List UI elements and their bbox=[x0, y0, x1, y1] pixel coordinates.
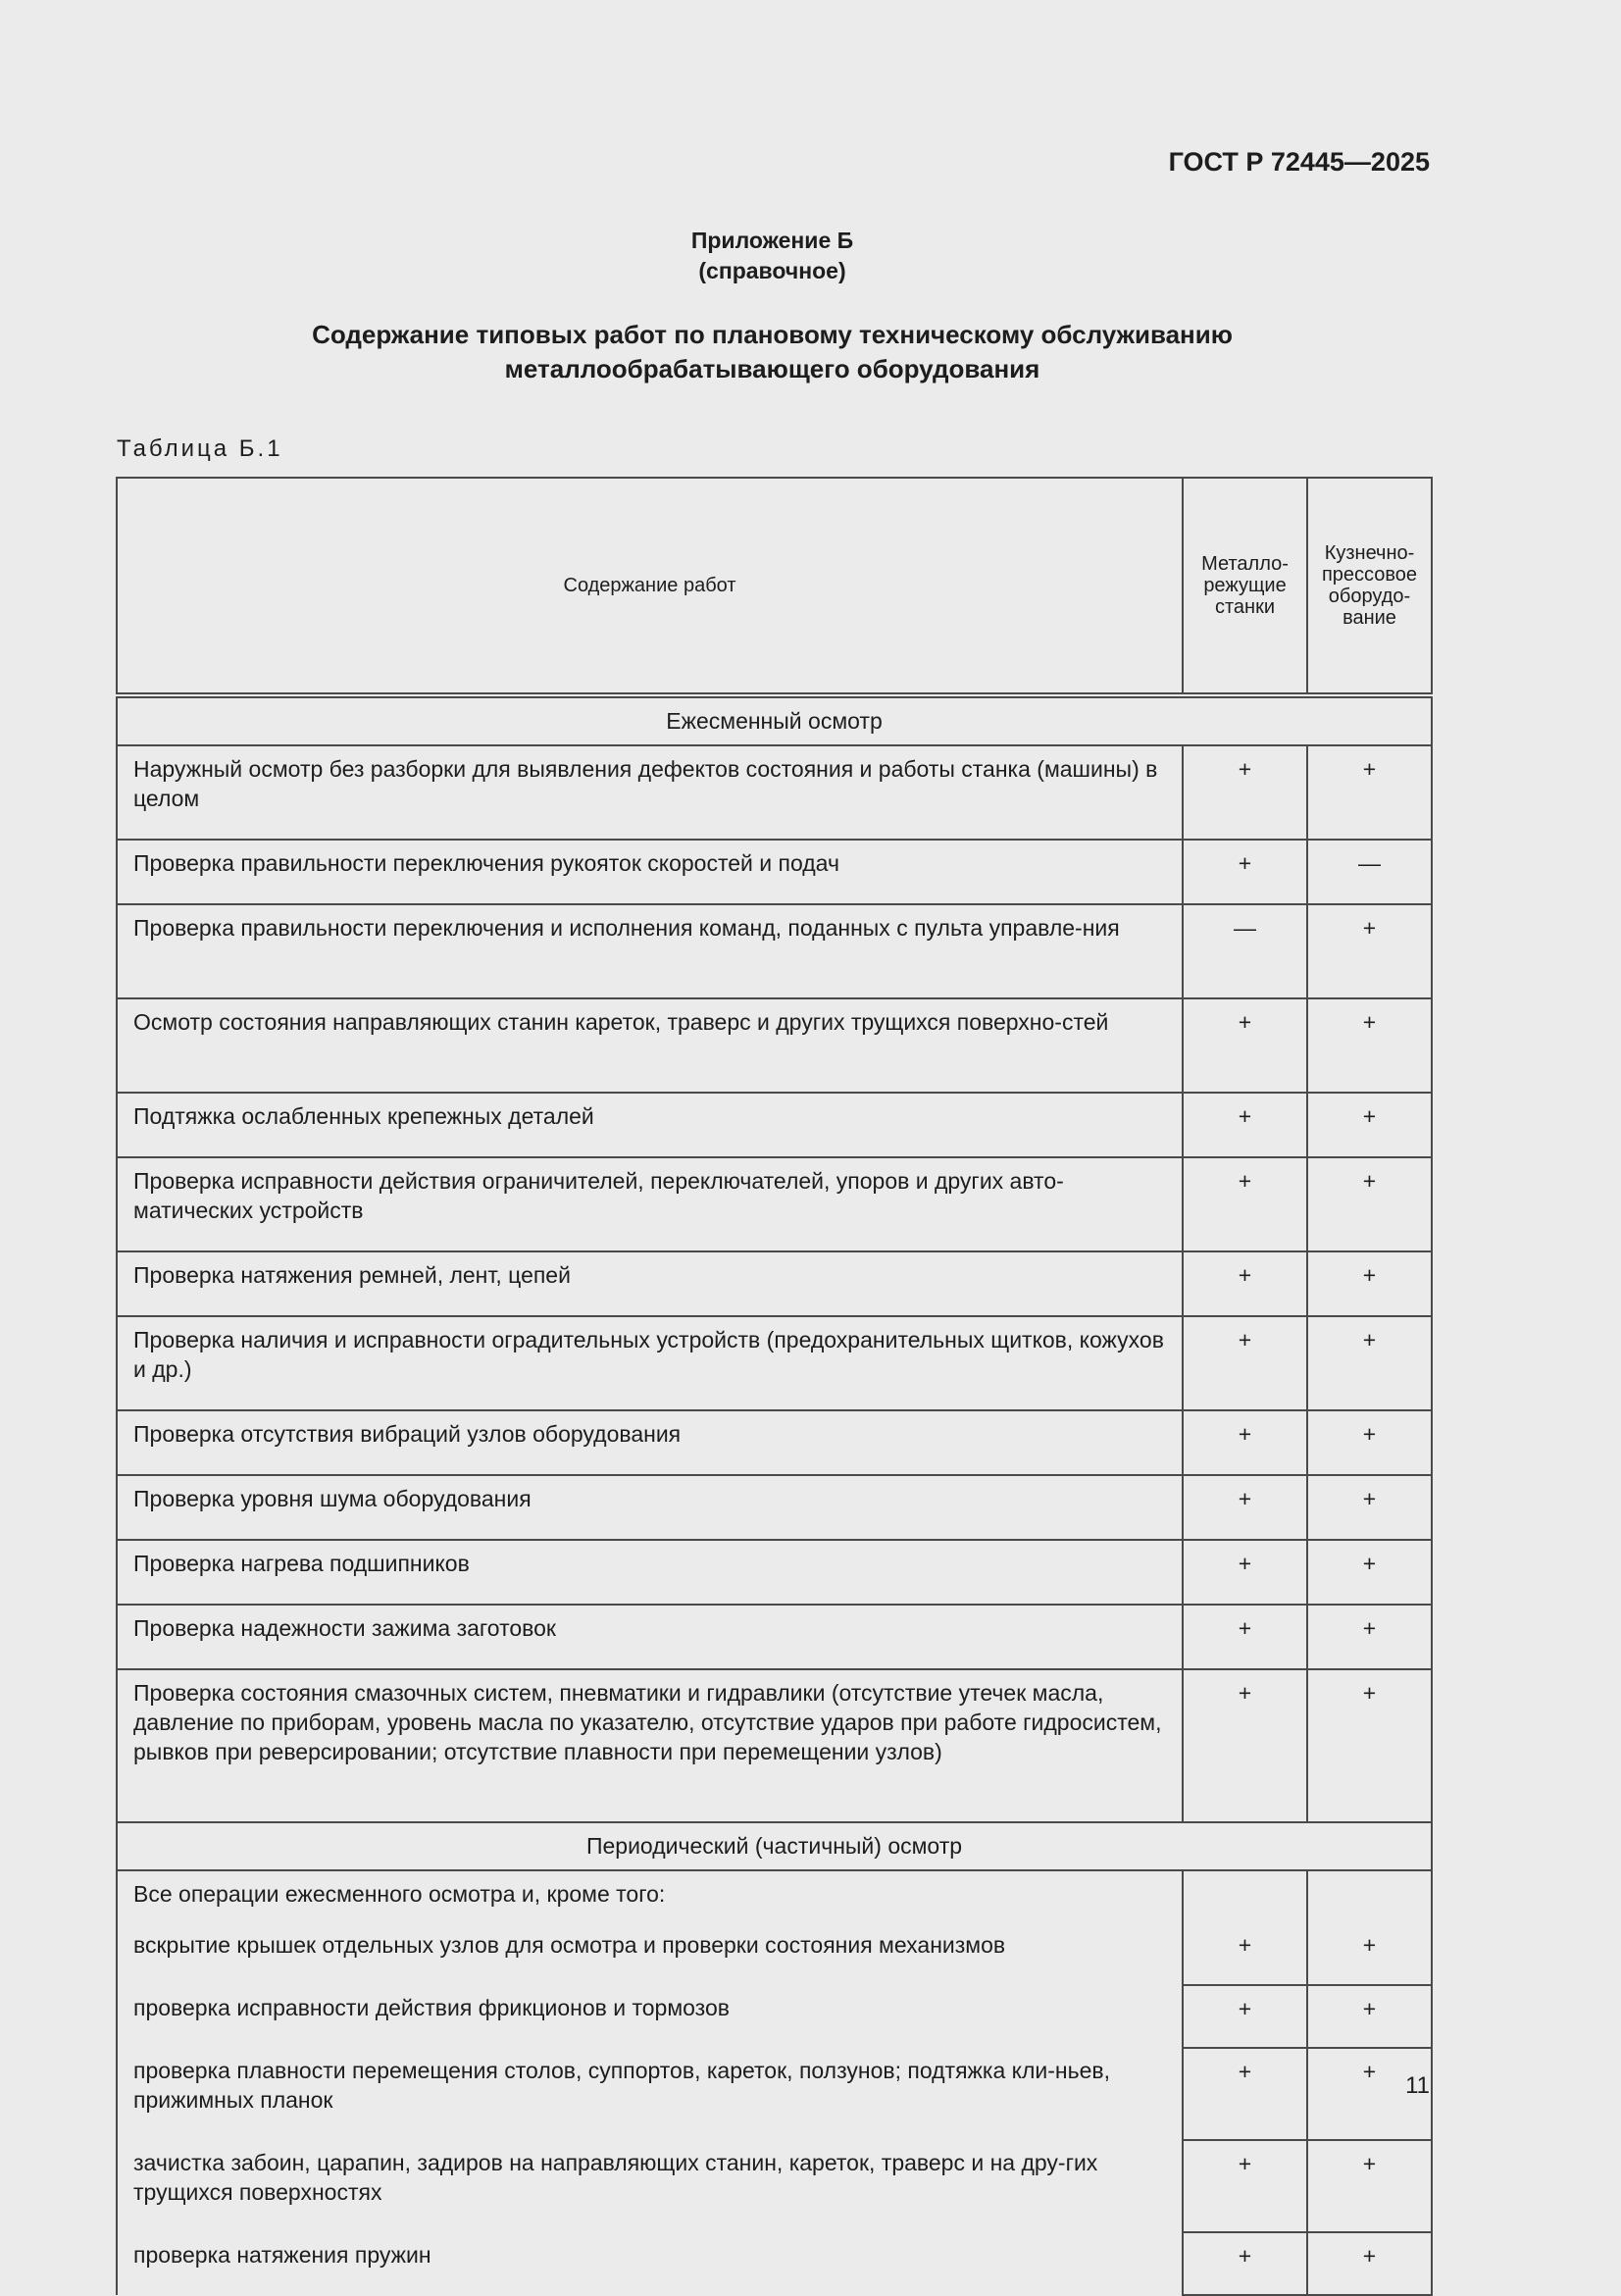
table-row bbox=[117, 1669, 1432, 1822]
work-description: Проверка правильности переключения и исполнения команд, поданных с пульта управле-ния bbox=[117, 904, 1183, 998]
work-description: Проверка уровня шума оборудования bbox=[117, 1475, 1183, 1540]
section-row-periodic bbox=[117, 1822, 1432, 1870]
table-row bbox=[117, 1926, 1432, 1985]
table-row bbox=[117, 1475, 1432, 1540]
mark-forging: + bbox=[1307, 1251, 1432, 1316]
page-number: 11 bbox=[1405, 2072, 1430, 2099]
mark-cutting: + bbox=[1183, 745, 1307, 840]
table-row bbox=[117, 1605, 1432, 1669]
table-row bbox=[117, 1093, 1432, 1157]
appendix-heading bbox=[0, 226, 1545, 286]
mark-forging: + bbox=[1307, 1540, 1432, 1605]
mark-forging: + bbox=[1307, 1926, 1432, 1985]
table-row bbox=[117, 998, 1432, 1093]
appendix-label: Приложение Б bbox=[690, 228, 854, 253]
column-header-cutting-text: Металло-режущие станки bbox=[1201, 553, 1289, 618]
document-code: ГОСТ Р 72445—2025 bbox=[1168, 147, 1430, 177]
mark-cutting: + bbox=[1183, 1605, 1307, 1669]
table-row bbox=[117, 745, 1432, 840]
work-description: Подтяжка ослабленных крепежных деталей bbox=[117, 1093, 1183, 1157]
column-header-forging-equipment bbox=[1307, 478, 1432, 695]
mark-forging: + bbox=[1307, 2048, 1432, 2140]
appendix-type: (справочное) bbox=[698, 258, 846, 283]
table-row bbox=[117, 1316, 1432, 1410]
table-row bbox=[117, 904, 1432, 998]
work-description: Проверка исправности действия ограничителей, переключателей, упоров и других авто-матических устройств bbox=[117, 1157, 1183, 1251]
mark-cutting: + bbox=[1183, 1316, 1307, 1410]
work-description: Проверка правильности переключения рукояток скоростей и подач bbox=[117, 840, 1183, 904]
table-row bbox=[117, 1985, 1432, 2048]
mark-cutting: + bbox=[1183, 998, 1307, 1093]
table-row bbox=[117, 1157, 1432, 1251]
column-header-work: Содержание работ bbox=[117, 478, 1183, 695]
title-line-2: металлообрабатывающего оборудования bbox=[504, 354, 1040, 383]
work-description: Проверка натяжения ремней, лент, цепей bbox=[117, 1251, 1183, 1316]
empty-cell bbox=[1307, 1870, 1432, 1926]
empty-cell bbox=[1183, 1870, 1307, 1926]
work-description: Проверка надежности зажима заготовок bbox=[117, 1605, 1183, 1669]
mark-cutting: + bbox=[1183, 1475, 1307, 1540]
work-description: Наружный осмотр без разборки для выявления дефектов состояния и работы станка (машины) в целом bbox=[117, 745, 1183, 840]
mark-cutting: + bbox=[1183, 2048, 1307, 2140]
mark-cutting: + bbox=[1183, 1251, 1307, 1316]
work-description-intro: Все операции ежесменного осмотра и, кроме того: bbox=[117, 1870, 1183, 1926]
title-line-1: Содержание типовых работ по плановому техническому обслуживанию bbox=[312, 320, 1233, 349]
work-description: проверка плавности перемещения столов, суппортов, кареток, ползунов; подтяжка кли-ньев, прижимных планок bbox=[117, 2048, 1183, 2140]
mark-forging: + bbox=[1307, 2140, 1432, 2232]
mark-forging: + bbox=[1307, 745, 1432, 840]
table-header-row bbox=[117, 478, 1432, 695]
mark-forging: + bbox=[1307, 1985, 1432, 2048]
mark-forging: + bbox=[1307, 904, 1432, 998]
table-row bbox=[117, 2140, 1432, 2232]
work-description: проверка исправности действия фрикционов и тормозов bbox=[117, 1985, 1183, 2048]
document-title bbox=[0, 318, 1545, 386]
mark-cutting: + bbox=[1183, 2140, 1307, 2232]
maintenance-table bbox=[116, 477, 1433, 2296]
table-row bbox=[117, 840, 1432, 904]
section-title-daily: Ежесменный осмотр bbox=[117, 695, 1432, 745]
mark-cutting: + bbox=[1183, 840, 1307, 904]
mark-cutting: + bbox=[1183, 1157, 1307, 1251]
mark-cutting: + bbox=[1183, 1093, 1307, 1157]
work-description: вскрытие крышек отдельных узлов для осмотра и проверки состояния механизмов bbox=[117, 1926, 1183, 1985]
mark-forging: + bbox=[1307, 1605, 1432, 1669]
mark-cutting: + bbox=[1183, 1926, 1307, 1985]
mark-forging: + bbox=[1307, 1316, 1432, 1410]
mark-cutting: + bbox=[1183, 1669, 1307, 1822]
work-description: Осмотр состояния направляющих станин кареток, траверс и других трущихся поверхно-стей bbox=[117, 998, 1183, 1093]
mark-forging: + bbox=[1307, 1157, 1432, 1251]
table-caption: Таблица Б.1 bbox=[117, 435, 283, 462]
section-title-periodic: Периодический (частичный) осмотр bbox=[117, 1822, 1432, 1870]
column-header-forging-text: Кузнечно-прессовое оборудо-вание bbox=[1321, 542, 1418, 629]
mark-forging: + bbox=[1307, 2232, 1432, 2295]
mark-cutting: + bbox=[1183, 2232, 1307, 2295]
work-description: зачистка забоин, царапин, задиров на направляющих станин, кареток, траверс и на дру-гих трущихся поверхностях bbox=[117, 2140, 1183, 2232]
work-description: Проверка наличия и исправности оградительных устройств (предохранительных щитков, кожухов и др.) bbox=[117, 1316, 1183, 1410]
table-row bbox=[117, 2232, 1432, 2295]
mark-cutting: + bbox=[1183, 1985, 1307, 2048]
work-description: Проверка нагрева подшипников bbox=[117, 1540, 1183, 1605]
mark-forging: + bbox=[1307, 1669, 1432, 1822]
mark-forging: + bbox=[1307, 1475, 1432, 1540]
mark-forging: — bbox=[1307, 840, 1432, 904]
table-row bbox=[117, 1540, 1432, 1605]
table-row bbox=[117, 1410, 1432, 1475]
column-header-cutting-machines bbox=[1183, 478, 1307, 695]
section-row-daily bbox=[117, 695, 1432, 745]
mark-forging: + bbox=[1307, 998, 1432, 1093]
mark-cutting: + bbox=[1183, 1410, 1307, 1475]
table-row-intro bbox=[117, 1870, 1432, 1926]
work-description: Проверка отсутствия вибраций узлов оборудования bbox=[117, 1410, 1183, 1475]
work-description: проверка натяжения пружин bbox=[117, 2232, 1183, 2295]
mark-cutting: + bbox=[1183, 1540, 1307, 1605]
mark-forging: + bbox=[1307, 1093, 1432, 1157]
mark-cutting: — bbox=[1183, 904, 1307, 998]
work-description: Проверка состояния смазочных систем, пневматики и гидравлики (отсутствие утечек масла, давление по приборам, уровень масла по указателю, отсутствие ударов при работе гидросистем, рывков при реверсировании; отсутствие плавности при перемещении узлов) bbox=[117, 1669, 1183, 1822]
table-row bbox=[117, 2048, 1432, 2140]
table-row bbox=[117, 1251, 1432, 1316]
mark-forging: + bbox=[1307, 1410, 1432, 1475]
